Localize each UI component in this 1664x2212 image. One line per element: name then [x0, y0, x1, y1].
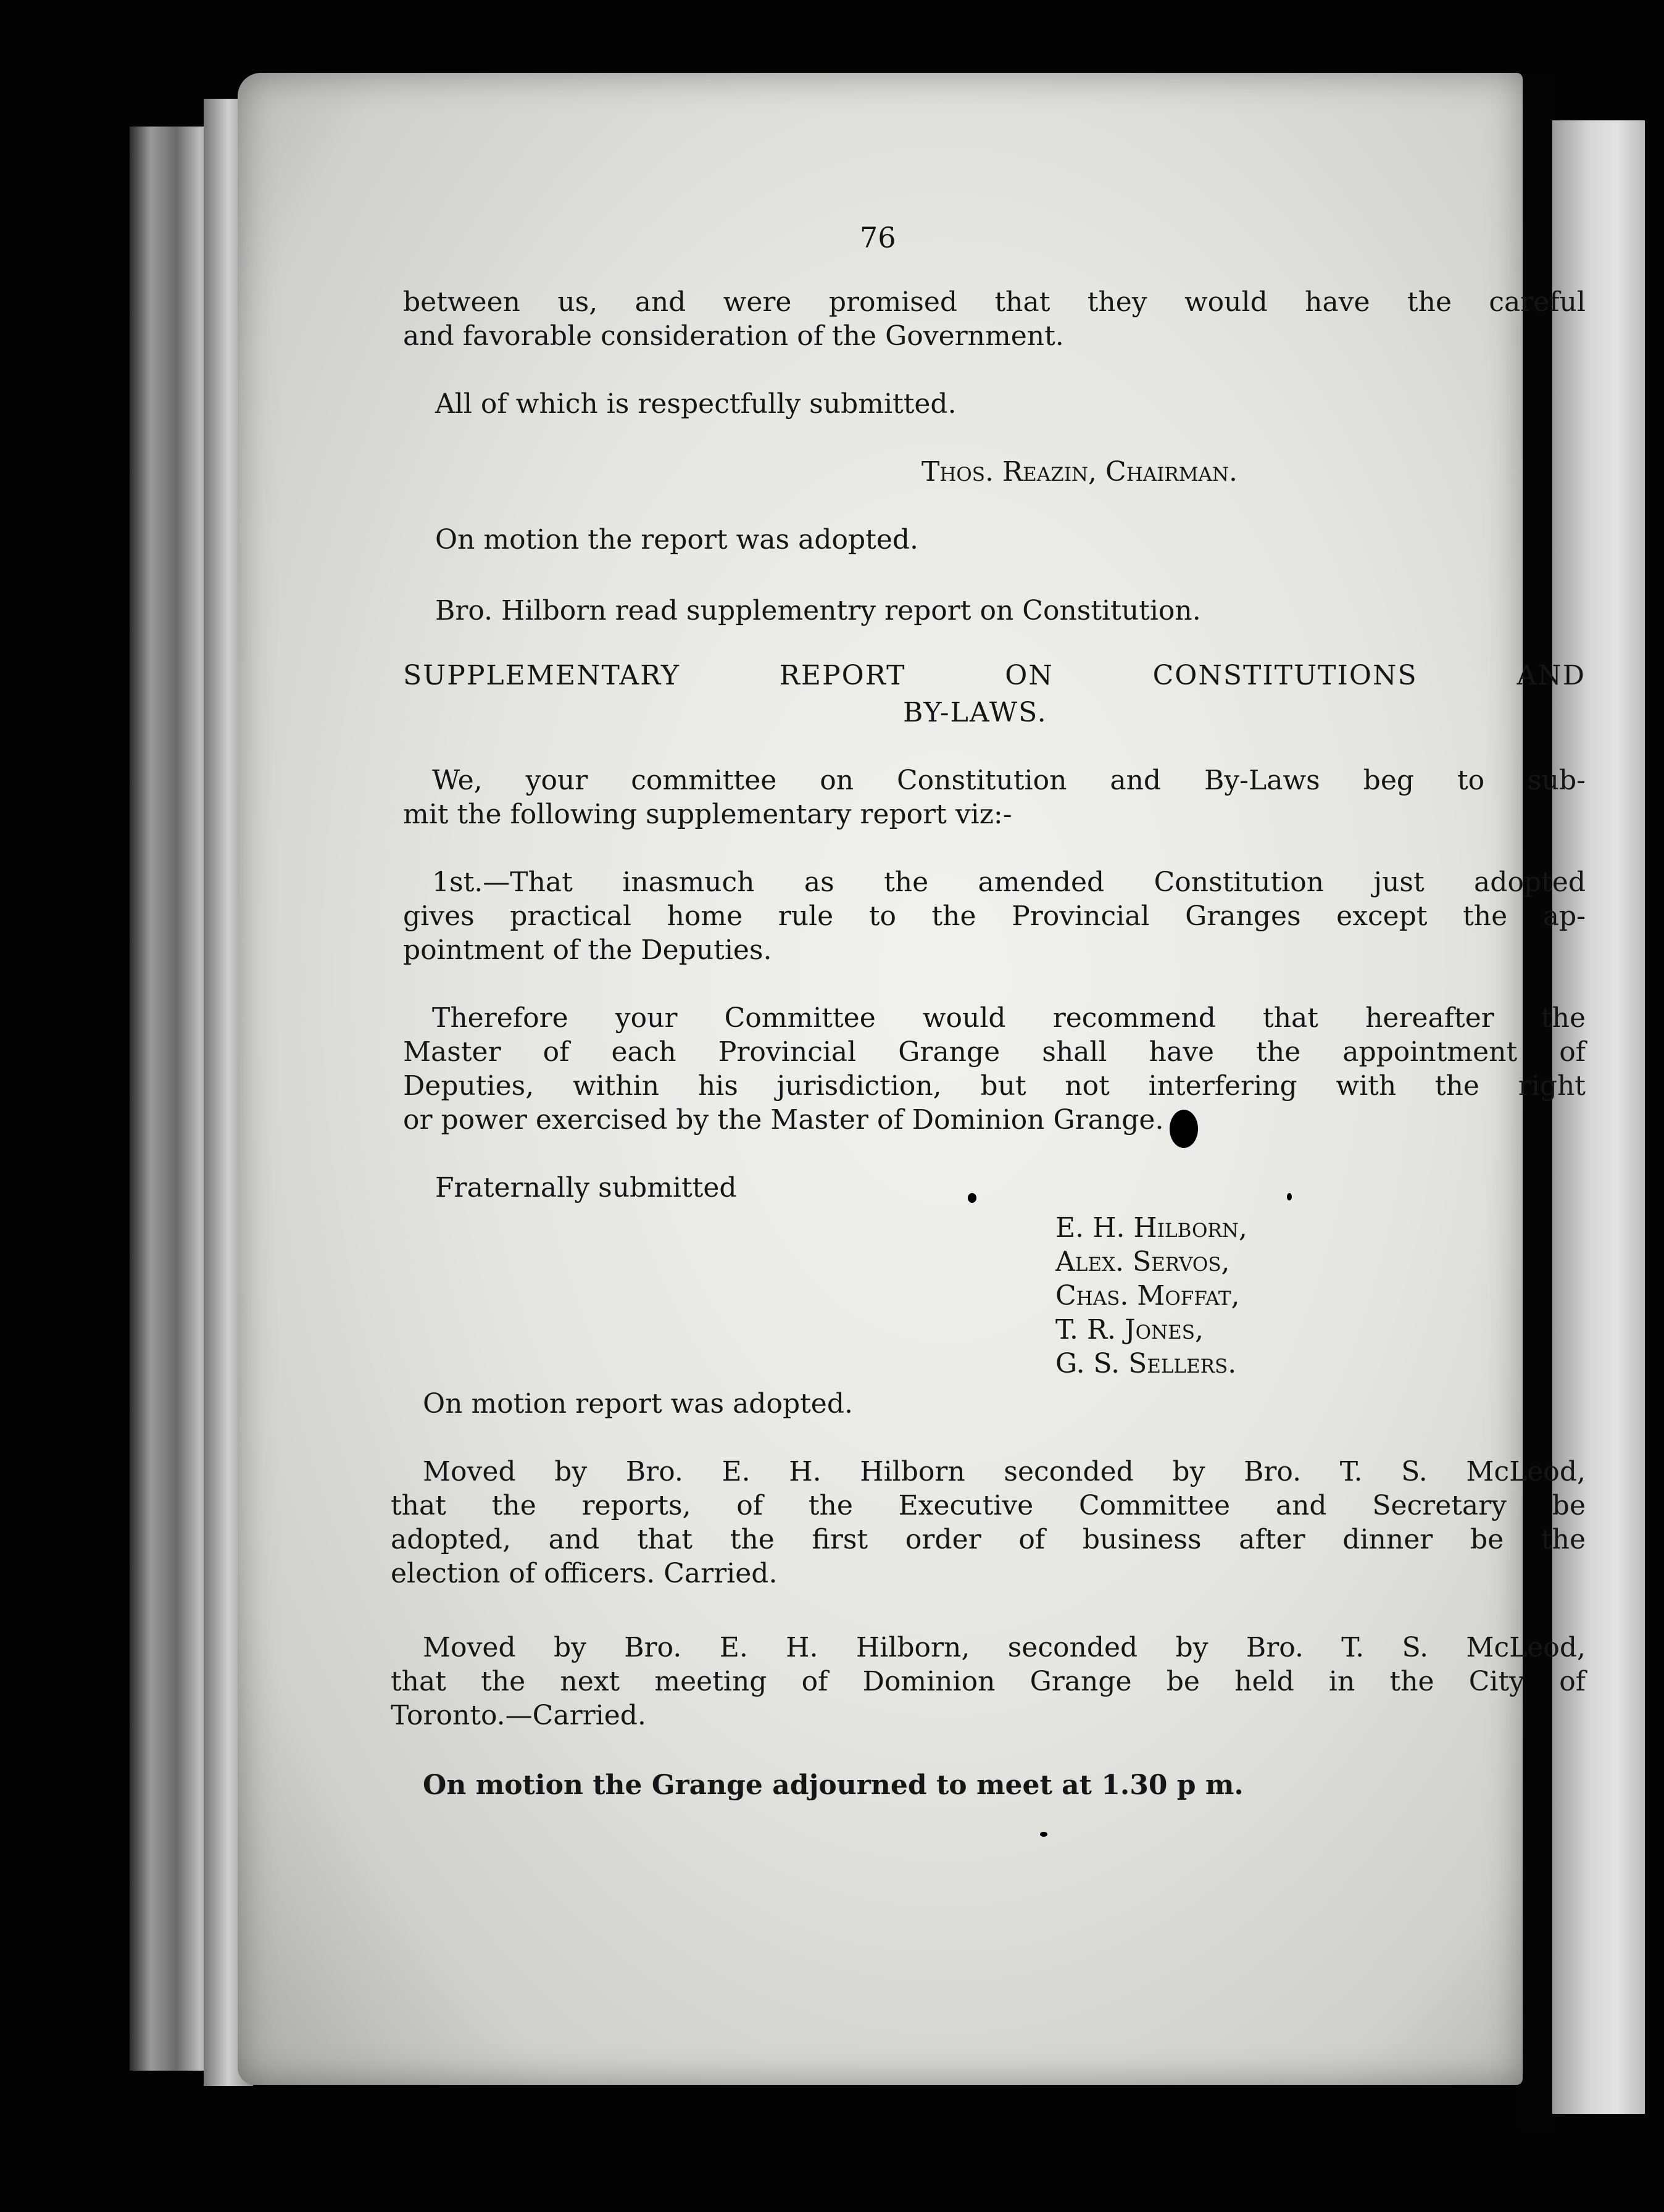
signatory-4: T. R. Jones,: [1055, 1314, 1204, 1345]
section-heading-line-2: BY-LAWS.: [903, 697, 1047, 728]
moved-1-line-3: adopted, and that the first order of business after dinner be the: [391, 1524, 1586, 1555]
ink-speck: [1287, 1193, 1292, 1200]
continued-paragraph-line-2: and favorable consideration of the Government.: [403, 320, 1064, 352]
ink-speck: [968, 1193, 976, 1203]
ink-blot: [1170, 1110, 1198, 1148]
therefore-line-2: Master of each Provincial Grange shall have the appointment of: [403, 1036, 1586, 1068]
moved-2-line-3: Toronto.—Carried.: [391, 1700, 646, 1731]
report-adopted-motion-2: On motion report was adopted.: [423, 1388, 853, 1420]
therefore-line-1: Therefore your Committee would recommend that hereafter the: [432, 1002, 1586, 1034]
section-heading-line-1: SUPPLEMENTARY REPORT ON CONSTITUTIONS AND: [403, 660, 1586, 691]
signatory-2: Alex. Servos,: [1055, 1246, 1230, 1278]
hilborn-read-report: Bro. Hilborn read supplementry report on Constitution.: [435, 595, 1201, 626]
signatory-5: G. S. Sellers.: [1055, 1348, 1237, 1379]
ink-speck: [1040, 1832, 1047, 1837]
report-adopted-motion: On motion the report was adopted.: [435, 524, 919, 555]
adjacent-page-edge: [1552, 120, 1645, 2114]
moved-1-line-4: election of officers. Carried.: [391, 1558, 778, 1589]
signatory-1: E. H. Hilborn,: [1055, 1212, 1247, 1244]
page-number: 76: [860, 221, 896, 254]
moved-2-line-1: Moved by Bro. E. H. Hilborn, seconded by Bro. T. S. McLeod,: [423, 1632, 1586, 1663]
chairman-signature: Thos. Reazin, Chairman.: [921, 456, 1238, 488]
therefore-line-4: or power exercised by the Master of Dominion Grange.: [403, 1104, 1164, 1136]
continued-paragraph-line-1: between us, and were promised that they would have the careful: [403, 286, 1586, 318]
moved-2-line-2: that the next meeting of Dominion Grange be held in the City of: [391, 1666, 1586, 1697]
intro-line-1: We, your committee on Constitution and By-Laws beg to sub-: [432, 765, 1586, 796]
document-page: [238, 73, 1586, 2085]
page-content: [238, 73, 1586, 2085]
intro-line-2: mit the following supplementary report viz:-: [403, 799, 1012, 830]
moved-1-line-2: that the reports, of the Executive Committee and Secretary be: [391, 1490, 1586, 1521]
therefore-line-3: Deputies, within his jurisdiction, but not interfering with the right: [403, 1070, 1586, 1102]
moved-1-line-1: Moved by Bro. E. H. Hilborn seconded by Bro. T. S. McLeod,: [423, 1456, 1586, 1487]
respectfully-submitted: All of which is respectfully submitted.: [435, 388, 957, 420]
first-clause-line-1: 1st.—That inasmuch as the amended Constitution just adopted: [432, 867, 1586, 898]
signatory-3: Chas. Moffat,: [1055, 1280, 1240, 1312]
first-clause-line-2: gives practical home rule to the Provincial Granges except the ap-: [403, 900, 1586, 932]
adjournment-line: On motion the Grange adjourned to meet at 1.30 p m.: [423, 1769, 1244, 1801]
first-clause-line-3: pointment of the Deputies.: [403, 934, 772, 966]
fraternally-submitted: Fraternally submitted: [435, 1172, 737, 1204]
